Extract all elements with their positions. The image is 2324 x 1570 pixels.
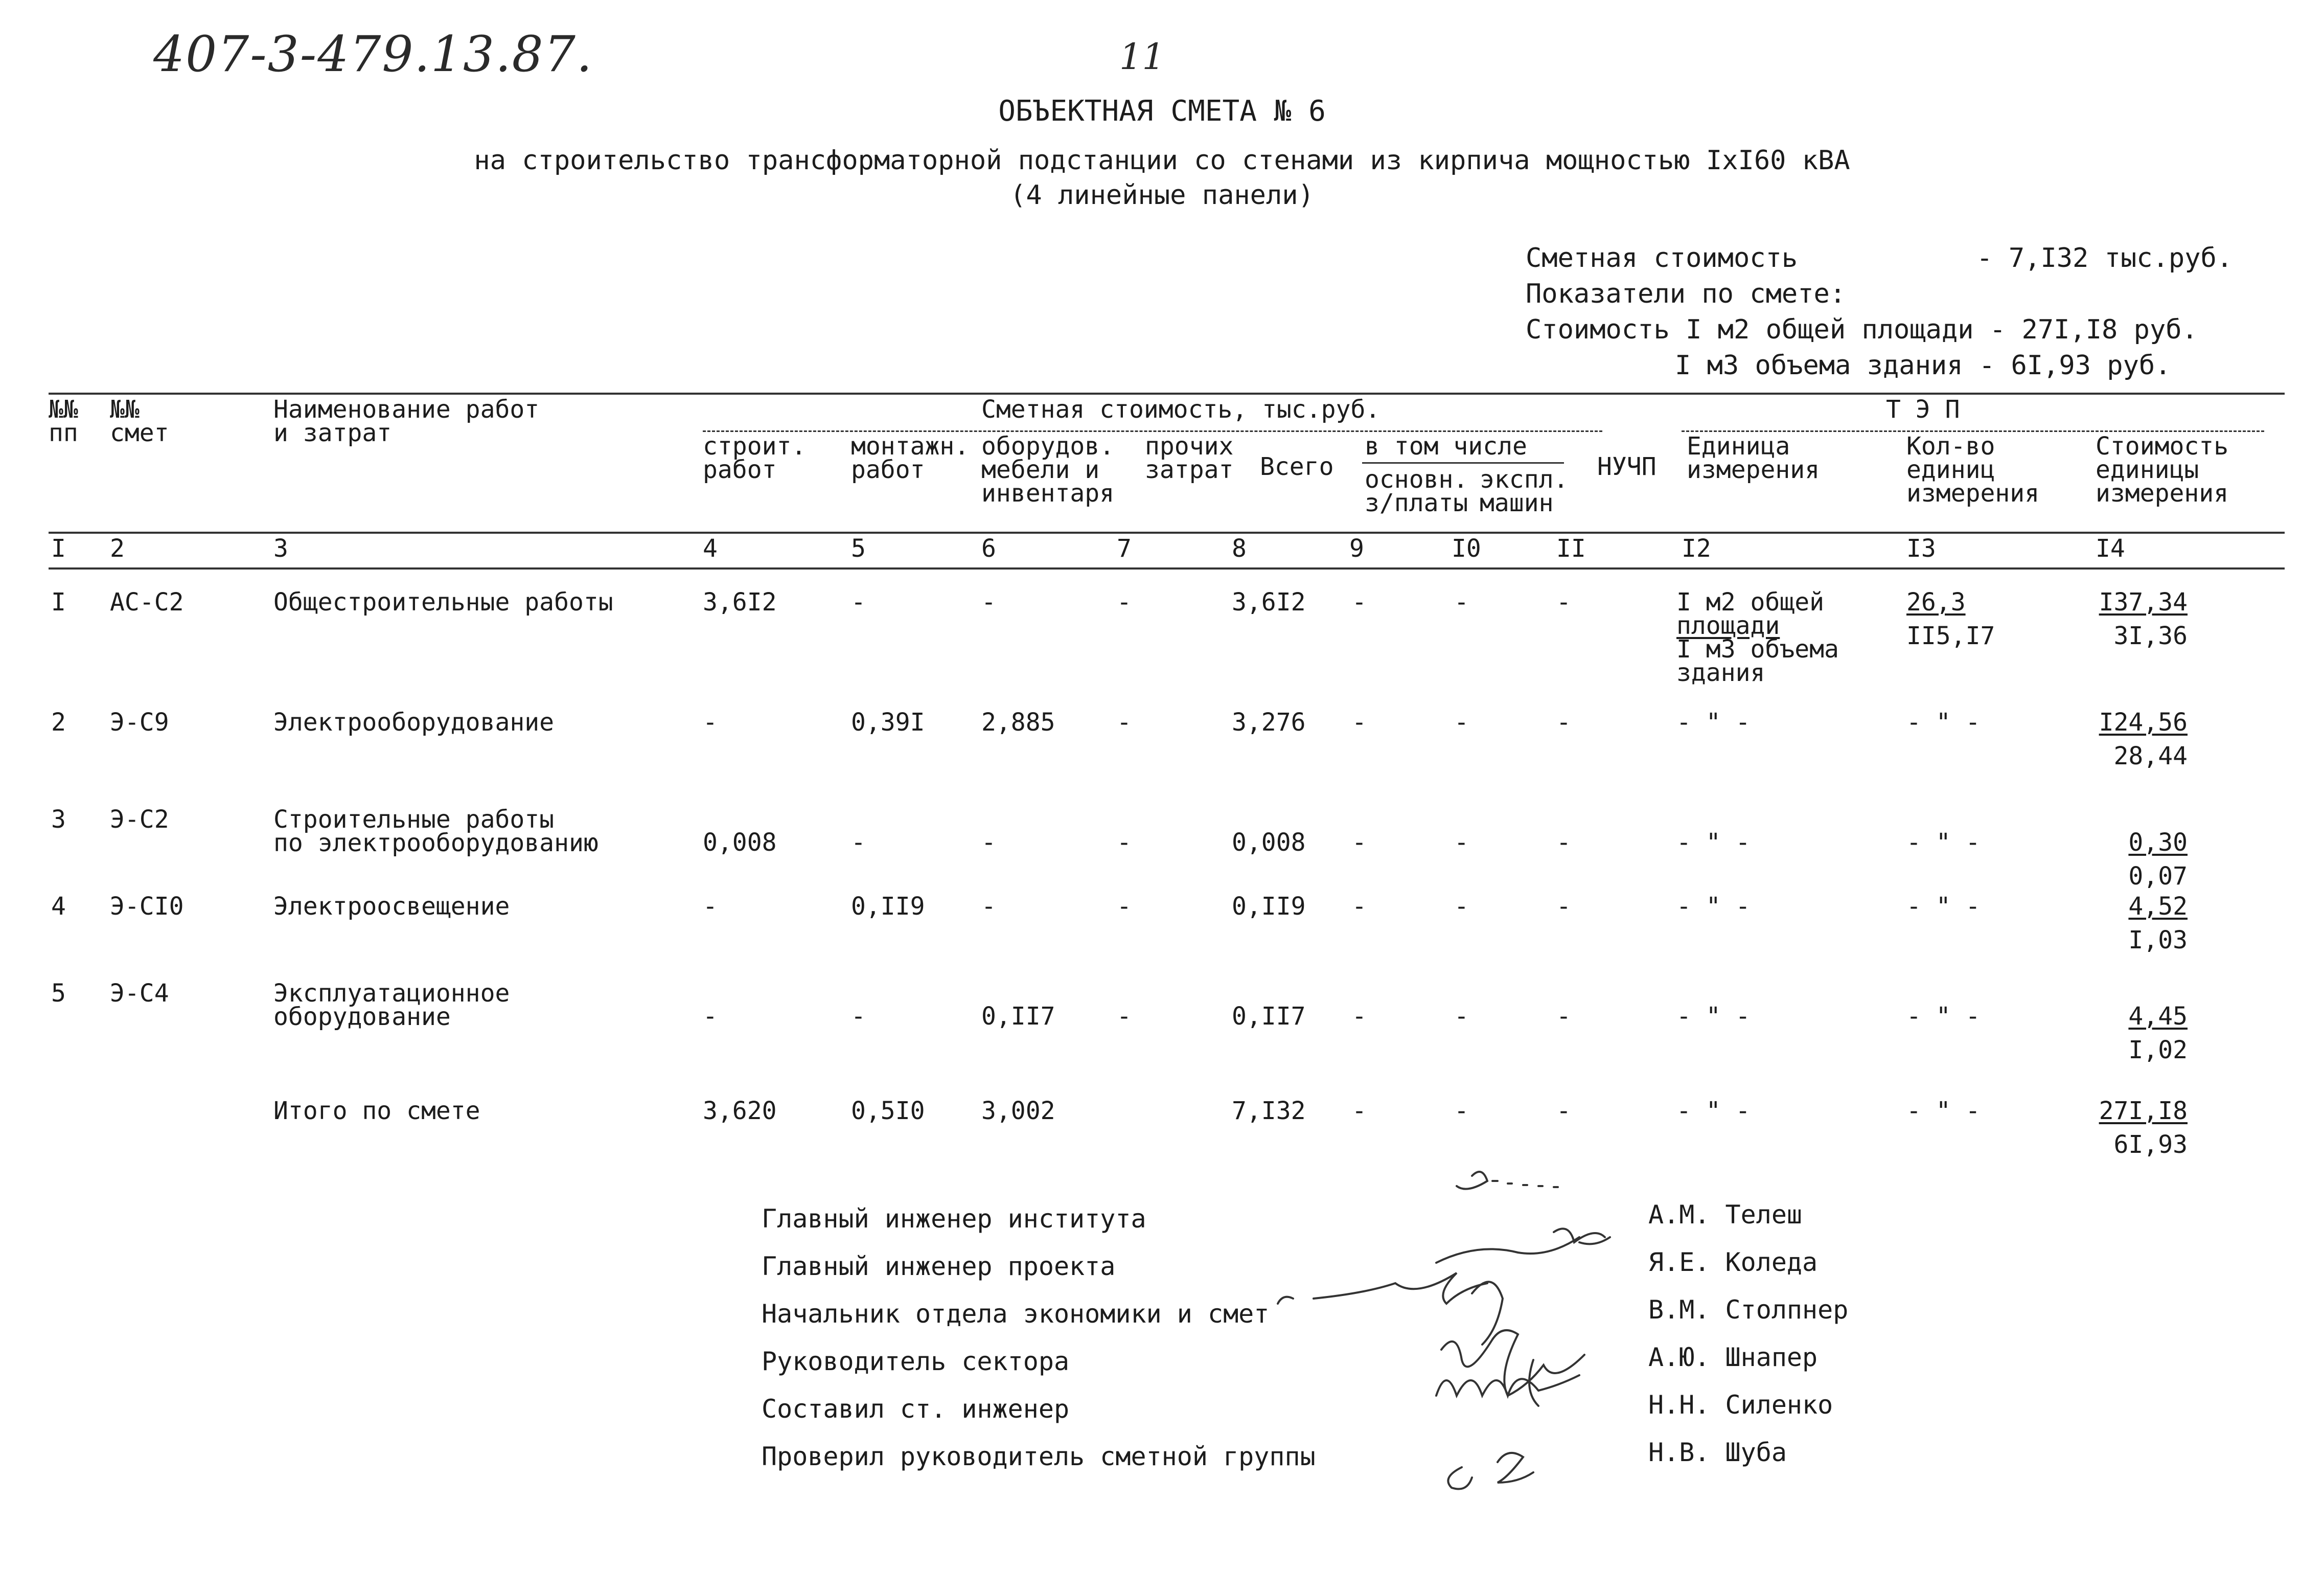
row-code: Э-СI0 bbox=[110, 892, 184, 921]
row-number: 5 bbox=[51, 979, 66, 1008]
document-code: 407-3-479.13.87. bbox=[153, 26, 593, 83]
row-stroit: 0,008 bbox=[703, 828, 777, 857]
row-code: Э-С2 bbox=[110, 805, 169, 834]
subtitle-line-2: (4 линейные панели) bbox=[1010, 180, 1314, 211]
row-nuchp: - bbox=[1556, 588, 1571, 617]
document-title: ОБЪЕКТНАЯ СМЕТА № 6 bbox=[998, 95, 1326, 128]
header-eksp: экспл. машин bbox=[1480, 465, 1569, 517]
row-nuchp: - bbox=[1556, 828, 1571, 857]
header-stroit: строит. работ bbox=[703, 432, 807, 484]
row-vsego: 3,6I2 bbox=[1232, 588, 1306, 617]
row-number: 4 bbox=[51, 892, 66, 921]
row-price: $\frac{I37,34}{3I,36}$ bbox=[2099, 588, 2188, 650]
column-number-8: 8 bbox=[1232, 534, 1247, 563]
row-stroit: - bbox=[703, 892, 718, 921]
row-price: $\frac{0,30}{0,07}$ bbox=[2128, 828, 2188, 891]
signature-role: Главный инженер проекта bbox=[762, 1252, 1116, 1281]
header-oborud: оборудов. мебели и инвентаря bbox=[981, 432, 1115, 508]
signature-role: Главный инженер института bbox=[762, 1204, 1146, 1234]
row-osn-zp: - bbox=[1352, 588, 1367, 617]
subtitle-line-1: на строительство трансформаторной подстанции со стенами из кирпича мощностью IxI60 кВА bbox=[474, 145, 1850, 176]
row-nuchp: - bbox=[1556, 1002, 1571, 1031]
row-prochih: - bbox=[1117, 1002, 1132, 1031]
row-vsego: 0,II9 bbox=[1232, 892, 1306, 921]
summary-cost-value: - 7,I32 тыс.руб. bbox=[1976, 243, 2233, 274]
column-number-11: II bbox=[1556, 534, 1586, 563]
header-tep: Т Э П bbox=[1886, 395, 1960, 424]
signature-name: А.М. Телеш bbox=[1648, 1200, 1803, 1230]
row-oborud: - bbox=[981, 828, 996, 857]
column-number-3: 3 bbox=[273, 534, 288, 563]
incl-rule bbox=[1362, 462, 1564, 464]
row-nuchp: - bbox=[1556, 1097, 1571, 1125]
header-price: Стоимость единицы измерения bbox=[2096, 432, 2229, 508]
row-montazh: 0,5I0 bbox=[851, 1097, 925, 1125]
row-eksp: - bbox=[1454, 588, 1469, 617]
row-price: $\frac{I24,56}{28,44}$ bbox=[2099, 708, 2188, 770]
row-number: 3 bbox=[51, 805, 66, 834]
row-code: АС-С2 bbox=[110, 588, 184, 617]
signature-role: Начальник отдела экономики и смет bbox=[762, 1299, 1270, 1329]
row-osn-zp: - bbox=[1352, 1002, 1367, 1031]
row-prochih: - bbox=[1117, 828, 1132, 857]
row-oborud: 2,885 bbox=[981, 708, 1055, 737]
header-montazh: монтажн. работ bbox=[851, 432, 970, 484]
header-incl: в том числе bbox=[1365, 432, 1527, 461]
column-number-10: I0 bbox=[1452, 534, 1481, 563]
row-name: Общестроительные работы bbox=[273, 588, 613, 617]
summary-m2-row bbox=[1526, 312, 2233, 348]
column-numbers-rule bbox=[49, 567, 2285, 570]
header-cost-group: Сметная стоимость, тыс.руб. bbox=[981, 395, 1380, 424]
row-nuchp: - bbox=[1556, 708, 1571, 737]
row-code: Э-С4 bbox=[110, 979, 169, 1008]
row-osn-zp: - bbox=[1352, 708, 1367, 737]
row-name: Эксплуатационное оборудование bbox=[273, 979, 510, 1031]
header-nn: №№ пп bbox=[49, 395, 78, 447]
handwritten-signatures bbox=[1268, 1155, 1666, 1503]
summary-cost-row bbox=[1526, 240, 2233, 276]
row-oborud: - bbox=[981, 892, 996, 921]
row-number: I bbox=[51, 588, 66, 617]
row-name: Строительные работы по электрооборудованию bbox=[273, 805, 599, 857]
document-subtitle bbox=[0, 143, 2324, 213]
row-oborud: 0,II7 bbox=[981, 1002, 1055, 1031]
column-number-2: 2 bbox=[110, 534, 125, 563]
row-montazh: - bbox=[851, 588, 866, 617]
row-qty: $\frac{26,3}{II5,I7}$ bbox=[1906, 588, 1995, 650]
row-prochih: - bbox=[1117, 892, 1132, 921]
header-bottom-rule bbox=[49, 532, 2285, 534]
row-osn-zp: - bbox=[1352, 892, 1367, 921]
row-prochih: - bbox=[1117, 708, 1132, 737]
signature-name: Я.Е. Коледа bbox=[1648, 1247, 1818, 1277]
row-qty: - " - bbox=[1906, 892, 1981, 921]
row-qty: - " - bbox=[1906, 828, 1981, 857]
summary-m3-label: I м3 объема здания bbox=[1675, 350, 1963, 381]
row-name: Электрооборудование bbox=[273, 708, 555, 737]
column-number-13: I3 bbox=[1906, 534, 1936, 563]
column-number-14: I4 bbox=[2096, 534, 2125, 563]
row-osn-zp: - bbox=[1352, 828, 1367, 857]
row-oborud: 3,002 bbox=[981, 1097, 1055, 1125]
column-number-1: I bbox=[51, 534, 66, 563]
row-montazh: 0,II9 bbox=[851, 892, 925, 921]
column-number-6: 6 bbox=[981, 534, 996, 563]
header-unit: Единица измерения bbox=[1687, 432, 1820, 484]
row-montazh: 0,39I bbox=[851, 708, 925, 737]
row-vsego: 0,008 bbox=[1232, 828, 1306, 857]
summary-indicators-label: Показатели по смете: bbox=[1526, 279, 1846, 309]
header-prochih: прочих затрат bbox=[1145, 432, 1234, 484]
row-eksp: - bbox=[1454, 828, 1469, 857]
row-code: Э-С9 bbox=[110, 708, 169, 737]
row-montazh: - bbox=[851, 828, 866, 857]
header-nuchp: НУЧП bbox=[1597, 452, 1656, 481]
row-price: $\frac{4,52}{I,03}$ bbox=[2128, 892, 2188, 954]
row-unit: - " - bbox=[1676, 828, 1751, 857]
header-smet: №№ смет bbox=[110, 395, 169, 447]
row-osn-zp: - bbox=[1352, 1097, 1367, 1125]
row-unit: - " - bbox=[1676, 1097, 1751, 1125]
row-name: Итого по смете bbox=[273, 1097, 480, 1125]
column-number-7: 7 bbox=[1117, 534, 1132, 563]
page-number: 11 bbox=[1119, 36, 1165, 78]
row-unit: - " - bbox=[1676, 708, 1751, 737]
row-price: $\frac{4,45}{I,02}$ bbox=[2128, 1002, 2188, 1064]
signature-name: Н.Н. Силенко bbox=[1648, 1390, 1833, 1420]
row-vsego: 3,276 bbox=[1232, 708, 1306, 737]
row-eksp: - bbox=[1454, 1002, 1469, 1031]
row-number: 2 bbox=[51, 708, 66, 737]
header-qty: Кол-во единиц измерения bbox=[1906, 432, 2040, 508]
row-qty: - " - bbox=[1906, 1002, 1981, 1031]
row-prochih: - bbox=[1117, 588, 1132, 617]
summary-m3-value: - 6I,93 руб. bbox=[1978, 350, 2171, 381]
row-montazh: - bbox=[851, 1002, 866, 1031]
signature-role: Составил ст. инженер bbox=[762, 1394, 1070, 1424]
row-oborud: - bbox=[981, 588, 996, 617]
column-number-4: 4 bbox=[703, 534, 718, 563]
signature-role: Руководитель сектора bbox=[762, 1347, 1070, 1376]
summary-cost-label: Сметная стоимость bbox=[1526, 243, 1798, 274]
row-vsego: 7,I32 bbox=[1232, 1097, 1306, 1125]
row-unit: - " - bbox=[1676, 1002, 1751, 1031]
header-name: Наименование работ и затрат bbox=[273, 395, 540, 447]
column-number-5: 5 bbox=[851, 534, 866, 563]
header-osn: основн. з/платы bbox=[1365, 465, 1468, 517]
row-stroit: - bbox=[703, 1002, 718, 1031]
signature-name: Н.В. Шуба bbox=[1648, 1438, 1787, 1467]
row-eksp: - bbox=[1454, 708, 1469, 737]
summary-m2-value: - 27I,I8 руб. bbox=[1989, 314, 2198, 345]
row-vsego: 0,II7 bbox=[1232, 1002, 1306, 1031]
summary-m2-label: Стоимость I м2 общей площади bbox=[1526, 314, 1974, 345]
signature-role: Проверил руководитель сметной группы bbox=[762, 1442, 1316, 1471]
signature-name: В.М. Столпнер bbox=[1648, 1295, 1849, 1325]
row-qty: - " - bbox=[1906, 708, 1981, 737]
row-unit: I м2 общей площади I м3 объема здания bbox=[1676, 588, 1839, 687]
cost-summary bbox=[1526, 240, 2233, 383]
row-stroit: 3,6I2 bbox=[703, 588, 777, 617]
row-qty: - " - bbox=[1906, 1097, 1981, 1125]
header-vsego: Всего bbox=[1260, 452, 1334, 481]
row-nuchp: - bbox=[1556, 892, 1571, 921]
signature-name: А.Ю. Шнапер bbox=[1648, 1343, 1818, 1372]
row-stroit: - bbox=[703, 708, 718, 737]
row-stroit: 3,620 bbox=[703, 1097, 777, 1125]
row-unit: - " - bbox=[1676, 892, 1751, 921]
column-number-9: 9 bbox=[1349, 534, 1364, 563]
column-number-12: I2 bbox=[1682, 534, 1711, 563]
row-price: $\frac{27I,I8}{6I,93}$ bbox=[2099, 1097, 2188, 1159]
row-name: Электроосвещение bbox=[273, 892, 510, 921]
summary-m3-row bbox=[1526, 348, 2233, 383]
row-eksp: - bbox=[1454, 1097, 1469, 1125]
row-eksp: - bbox=[1454, 892, 1469, 921]
table-top-rule bbox=[49, 393, 2285, 395]
